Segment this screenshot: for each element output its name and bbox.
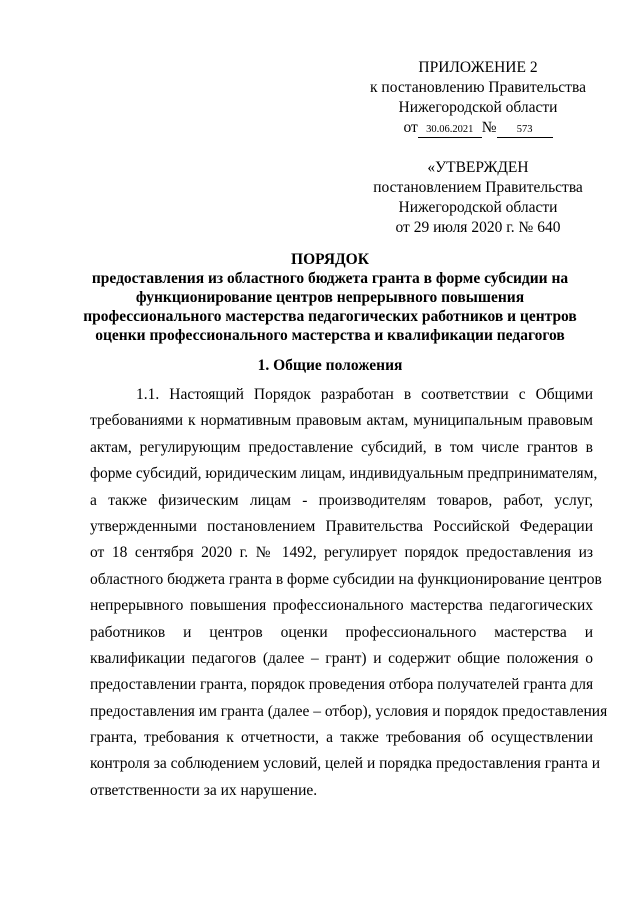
annex-number-field	[497, 120, 553, 138]
paragraph-line: предоставления им гранта (далее – отбор), условия и порядок предоставления	[90, 702, 608, 720]
document-title-line: функционирование центров непрерывного повышения	[135, 289, 525, 306]
annex-resolution-line: к постановлению Правительства	[370, 79, 586, 96]
document-title-line: профессионального мастерства педагогических работников и центров	[83, 308, 577, 325]
paragraph-line: а также физическим лицам - производителям товаров, работ, услуг,	[90, 491, 593, 509]
annex-number-sign: №	[481, 119, 497, 136]
section-title: 1. Общие положения	[257, 357, 403, 374]
annex-spacer	[360, 138, 596, 158]
annex-date-field	[418, 120, 482, 138]
paragraph-line: гранта, требования к отчетности, а также требования об осуществлении	[90, 729, 593, 747]
paragraph-line: работников и центров оценки профессионального мастерства и	[90, 623, 593, 641]
annex-number: 573	[516, 124, 533, 135]
document-heading: ПОРЯДОК	[291, 251, 369, 268]
approved-date-line: от 29 июля 2020 г. № 640	[395, 219, 561, 236]
annex-title: ПРИЛОЖЕНИЕ 2	[418, 59, 538, 76]
annex-from-label: от	[403, 119, 418, 136]
document-title	[70, 250, 590, 345]
paragraph-line: форме субсидий, юридическим лицам, индивидуальным предпринимателям,	[90, 465, 598, 483]
paragraph-line: актам, регулирующим предоставление субсидий, в том числе грантов в	[90, 438, 593, 456]
paragraph-line: требованиями к нормативным правовым актам, муниципальным правовым	[90, 412, 593, 430]
paragraph-line: контроля за соблюдением условий, целей и порядка предоставления гранта и	[90, 755, 601, 773]
approved-title: «УТВЕРЖДЕН	[427, 159, 529, 176]
paragraph-line: ответственности за их нарушение.	[90, 781, 318, 799]
paragraph-line: утвержденными постановлением Правительства Российской Федерации	[90, 517, 593, 535]
approved-region-line: Нижегородской области	[398, 199, 558, 216]
annex-block	[360, 58, 596, 238]
paragraph-line: 1.1. Настоящий Порядок разработан в соответствии с Общими	[136, 386, 593, 403]
document-title-line: предоставления из областного бюджета гранта в форме субсидии на	[91, 270, 569, 287]
approved-resolution-line: постановлением Правительства	[373, 179, 583, 196]
annex-region-line: Нижегородской области	[398, 99, 558, 116]
annex-date-number-line	[360, 118, 596, 138]
paragraph-line: непрерывного повышения профессионального мастерства педагогических	[90, 597, 593, 615]
paragraph-line: областного бюджета гранта в форме субсидии на функционирование центров	[90, 570, 602, 588]
paragraph-line: предоставлении гранта, порядок проведения отбора получателей гранта для	[90, 676, 594, 694]
paragraph-line: квалификации педагогов (далее – грант) и содержит общие положения о	[90, 649, 593, 667]
annex-date: 30.06.2021	[426, 124, 474, 135]
paragraph-1-1	[90, 382, 608, 804]
document-title-line: оценки профессионального мастерства и квалификации педагогов	[95, 327, 565, 344]
paragraph-line: от 18 сентября 2020 г. № 1492, регулирует порядок предоставления из	[90, 544, 593, 562]
